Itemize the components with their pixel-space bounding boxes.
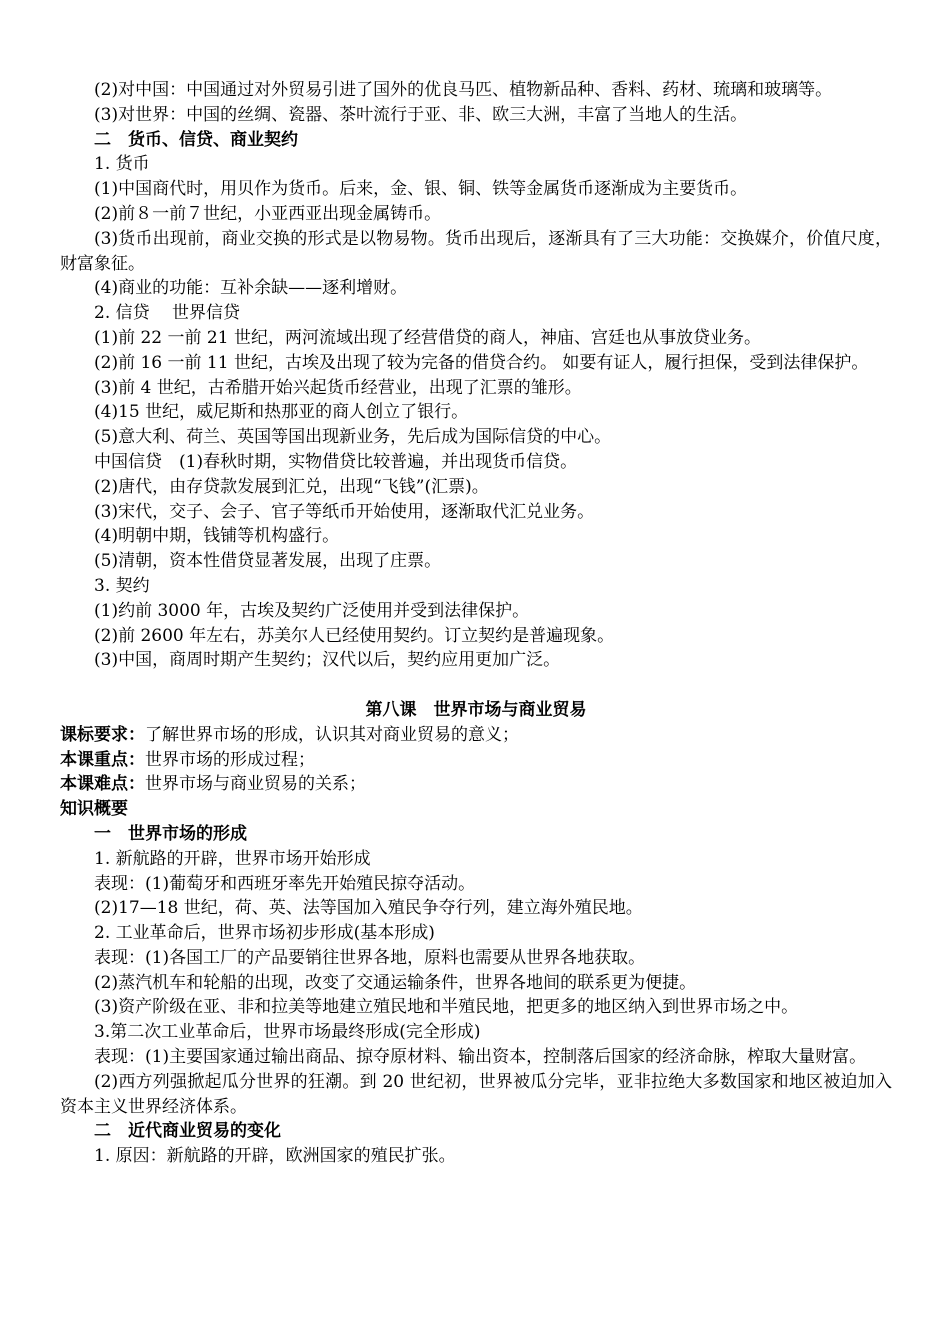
paragraph: (2)对中国：中国通过对外贸易引进了国外的优良马匹、植物新品种、香料、药材、琉璃和玻璃等。 <box>94 80 833 100</box>
lesson-focus <box>60 748 892 773</box>
difficulty-text: 世界市场与商业贸易的关系； <box>145 774 366 795</box>
paragraph: (2)前８一前７世纪，小亚西亚出现金属铸币。 <box>94 203 442 224</box>
requirement-text: 了解世界市场的形成，认识其对商业贸易的意义； <box>145 724 519 745</box>
subheading: 3.第二次工业革命后，世界市场最终形成(完全形成) <box>94 1022 481 1043</box>
curriculum-requirement <box>60 723 892 748</box>
paragraph: (1)前 22 一前 21 世纪，两河流域出现了经营借贷的商人，神庙、宫廷也从事放贷业务。 <box>94 327 761 348</box>
paragraph: (4)商业的功能：互补余缺——逐利增财。 <box>94 278 408 299</box>
focus-text: 世界市场的形成过程； <box>145 749 315 770</box>
section-heading: 二 近代商业贸易的变化 <box>94 1121 281 1142</box>
paragraph: (3)前 4 世纪，古希腊开始兴起货币经营业，出现了汇票的雏形。 <box>94 377 582 398</box>
paragraph: (4)15 世纪，威尼斯和热那亚的商人创立了银行。 <box>94 402 469 423</box>
paragraph: 表现：(1)葡萄牙和西班牙率先开始殖民掠夺活动。 <box>94 873 476 894</box>
section-heading: 二 货币、信贷、商业契约 <box>94 129 298 150</box>
subheading: 2. 工业革命后，世界市场初步形成(基本形成) <box>94 923 435 944</box>
lesson-title: 第八课 世界市场与商业贸易 <box>365 699 587 720</box>
difficulty-label: 本课难点： <box>60 774 145 795</box>
paragraph: 表现：(1)各国工厂的产品要销往世界各地，原料也需要从世界各地获取。 <box>94 947 646 968</box>
paragraph: (3)宋代，交子、会子、官子等纸币开始使用，逐渐取代汇兑业务。 <box>94 501 595 522</box>
paragraph: (2)唐代，由存贷款发展到汇兑，出现“飞钱”(汇票)。 <box>94 476 489 497</box>
paragraph: (3)中国，商周时期产生契约；汉代以后，契约应用更加广泛。 <box>94 650 561 671</box>
paragraph: 1. 原因：新航路的开辟，欧洲国家的殖民扩张。 <box>94 1146 456 1167</box>
document-page <box>60 78 892 1169</box>
paragraph: (3)货币出现前，商业交换的形式是以物易物。货币出现后，逐渐具有了三大功能：交换媒介，价值尺度，财富象征。 <box>60 228 892 274</box>
paragraph: 中国信贷 (1)春秋时期，实物借贷比较普遍，并出现货币信贷。 <box>94 451 578 472</box>
requirement-label: 课标要求： <box>60 724 145 745</box>
paragraph: (2)17—18 世纪，荷、英、法等国加入殖民争夺行列，建立海外殖民地。 <box>94 898 643 919</box>
section-heading: 一 世界市场的形成 <box>94 823 247 844</box>
subheading: 3. 契约 <box>94 575 150 596</box>
paragraph: (1)中国商代时，用贝作为货币。后来，金、银、铜、铁等金属货币逐渐成为主要货币。 <box>94 179 748 200</box>
paragraph: (2)前 2600 年左右，苏美尔人已经使用契约。订立契约是普遍现象。 <box>94 625 615 646</box>
paragraph: (5)清朝，资本性借贷显著发展，出现了庄票。 <box>94 551 442 572</box>
focus-label: 本课重点： <box>60 749 145 770</box>
subheading: 1. 新航路的开辟，世界市场开始形成 <box>94 848 371 869</box>
paragraph: (4)明朝中期，钱铺等机构盛行。 <box>94 526 340 547</box>
paragraph: (5)意大利、荷兰、英国等国出现新业务，先后成为国际信贷的中心。 <box>94 427 612 448</box>
overview-heading: 知识概要 <box>60 799 128 820</box>
lesson-difficulty <box>60 772 892 797</box>
subheading: 1. 货币 <box>94 154 150 175</box>
paragraph: (2)前 16 一前 11 世纪，古埃及出现了较为完备的借贷合约。 如要有证人，履行担保，受到法律保护。 <box>94 352 869 373</box>
subheading: 2. 信贷 世界信贷 <box>94 303 241 324</box>
paragraph: (3)资产阶级在亚、非和拉美等地建立殖民地和半殖民地，把更多的地区纳入到世界市场之中。 <box>94 997 799 1018</box>
paragraph: (1)约前 3000 年，古埃及契约广泛使用并受到法律保护。 <box>94 600 530 621</box>
paragraph: (3)对世界：中国的丝绸、瓷器、茶叶流行于亚、非、欧三大洲，丰富了当地人的生活。 <box>94 104 748 125</box>
paragraph: 表现：(1)主要国家通过输出商品、掠夺原材料、输出资本，控制落后国家的经济命脉，榨取大量财富。 <box>94 1047 867 1068</box>
paragraph: (2)西方列强掀起瓜分世界的狂潮。到 20 世纪初，世界被瓜分完毕，亚非拉绝大多数国家和地区被迫加入资本主义世界经济体系。 <box>60 1071 892 1117</box>
paragraph: (2)蒸汽机车和轮船的出现，改变了交通运输条件，世界各地间的联系更为便捷。 <box>94 972 697 993</box>
